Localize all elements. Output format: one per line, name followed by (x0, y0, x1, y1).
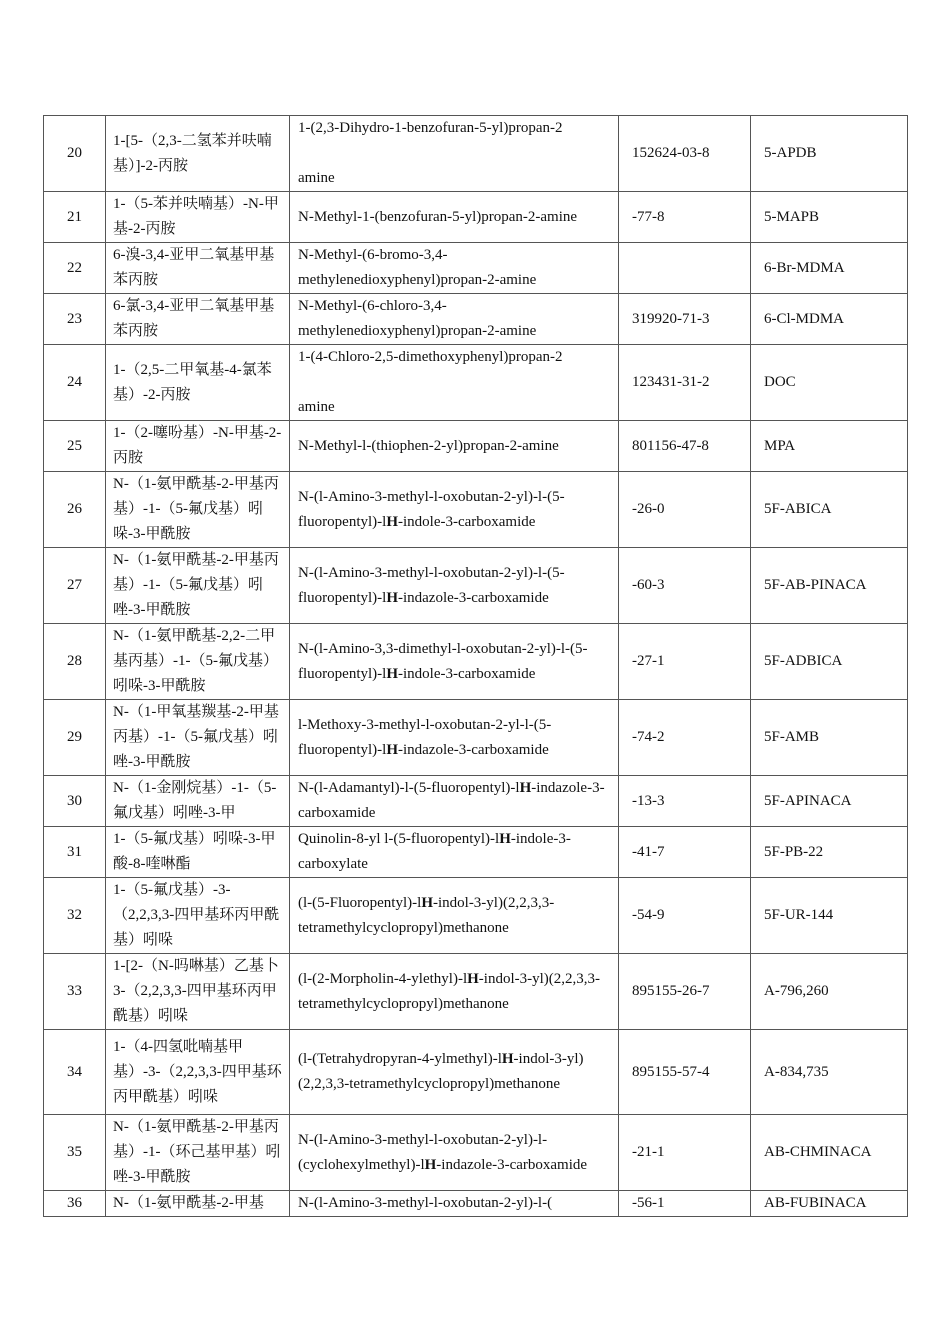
english-name-cell (290, 624, 619, 700)
table-row (44, 548, 908, 624)
english-name-segment: (l-(2-Morpholin-4-ylethyl)-l (298, 970, 468, 987)
table-row (44, 878, 908, 954)
row-number-cell: 27 (44, 548, 106, 624)
abbreviation-cell: MPA (751, 421, 908, 472)
chinese-name-cell: N-（1-氨甲酰基-2-甲基丙基）-1-（5-氟戊基）吲哚-3-甲酰胺 (106, 472, 290, 548)
table-row (44, 421, 908, 472)
english-name-cell (290, 827, 619, 878)
english-name-segment: -indole-3-carboxamide (397, 665, 536, 682)
english-name-segment: -indole-3-carboxamide (397, 513, 536, 530)
chinese-name-cell: 1-[5-（2,3-二氢苯并呋喃基）]-2-丙胺 (106, 116, 290, 192)
row-number-cell: 33 (44, 954, 106, 1030)
row-number-cell: 32 (44, 878, 106, 954)
chinese-name-cell: N-（1-氨甲酰基-2-甲基 (106, 1191, 290, 1217)
chinese-name-cell: 1-（5-氟戊基）-3-（2,2,3,3-四甲基环丙甲酰基）吲哚 (106, 878, 290, 954)
row-number-cell: 23 (44, 294, 106, 345)
chinese-name-cell: N-（1-氨甲酰基-2,2-二甲基丙基）-1-（5-氟戊基）吲哚-3-甲酰胺 (106, 624, 290, 700)
english-name-bold-segment: H (519, 780, 532, 796)
english-name-segment: 1-(2,3-Dihydro-1-benzofuran-5-yl)propan-2 (298, 120, 563, 136)
row-number-cell: 20 (44, 116, 106, 192)
english-name-bold-segment: H (386, 513, 398, 530)
abbreviation-cell: AB-CHMINACA (751, 1115, 908, 1191)
english-name-cell (290, 954, 619, 1030)
row-number-cell: 25 (44, 421, 106, 472)
cas-number-cell: 152624-03-8 (619, 116, 751, 192)
cas-number-cell: 801156-47-8 (619, 421, 751, 472)
cas-number-cell: -13-3 (619, 776, 751, 827)
english-name-bold-segment: H (467, 970, 479, 987)
english-name-bold-segment: H (386, 741, 398, 758)
cas-number-cell: -74-2 (619, 700, 751, 776)
cas-number-cell: -77-8 (619, 192, 751, 243)
english-name-segment: l-Methoxy-3-methyl-l-oxobutan-2-yl-l-(5-fluoropentyl)-l (298, 716, 552, 758)
row-number-cell: 22 (44, 243, 106, 294)
abbreviation-cell: 6-Br-MDMA (751, 243, 908, 294)
english-name-segment: N-(l-Amino-3-methyl-l-oxobutan-2-yl)-l-(5-fluoropentyl)-l (298, 564, 565, 606)
chinese-name-cell: 1-（2,5-二甲氧基-4-氯苯基）-2-丙胺 (106, 345, 290, 421)
row-number-cell: 28 (44, 624, 106, 700)
abbreviation-cell: 5F-APINACA (751, 776, 908, 827)
english-name-segment: -indazole-3-carboxamide (298, 780, 605, 821)
english-name-segment: -indol-3-yl)(2,2,3,3-tetramethylcyclopropyl)methanone (298, 1051, 584, 1092)
english-name-segment: N-(l-Amino-3,3-dimethyl-l-oxobutan-2-yl)-l-(5-fluoropentyl)-l (298, 640, 588, 682)
english-name-segment: 1-(4-Chloro-2,5-dimethoxyphenyl)propan-2 (298, 349, 563, 365)
table-row (44, 827, 908, 878)
row-number-cell: 36 (44, 1191, 106, 1217)
row-number-cell: 35 (44, 1115, 106, 1191)
chinese-name-cell: 6-溴-3,4-亚甲二氧基甲基苯丙胺 (106, 243, 290, 294)
abbreviation-cell: 5F-PB-22 (751, 827, 908, 878)
table-row (44, 776, 908, 827)
row-number-cell: 26 (44, 472, 106, 548)
chinese-name-cell: 1-（5-苯并呋喃基）-N-甲基-2-丙胺 (106, 192, 290, 243)
cas-number-cell: -56-1 (619, 1191, 751, 1217)
english-name-segment: -indol-3-yl)(2,2,3,3-tetramethylcyclopropyl)methanone (298, 970, 601, 1012)
row-number-cell: 34 (44, 1030, 106, 1115)
row-number-cell: 21 (44, 192, 106, 243)
chinese-name-cell: 1-[2-（N-吗啉基）乙基卜3-（2,2,3,3-四甲基环丙甲酰基）吲哚 (106, 954, 290, 1030)
line-gap (298, 141, 612, 166)
abbreviation-cell: AB-FUBINACA (751, 1191, 908, 1217)
english-name-segment: N-(l-Amino-3-methyl-l-oxobutan-2-yl)-l-(5-fluoropentyl)-l (298, 488, 565, 530)
abbreviation-cell: 5F-UR-144 (751, 878, 908, 954)
table-row (44, 294, 908, 345)
cas-number-cell: -27-1 (619, 624, 751, 700)
table-body (44, 116, 908, 1217)
cas-number-cell: -26-0 (619, 472, 751, 548)
cas-number-cell: -60-3 (619, 548, 751, 624)
cas-number-cell: 895155-57-4 (619, 1030, 751, 1115)
table-row (44, 116, 908, 192)
cas-number-cell (619, 243, 751, 294)
english-name-segment: amine (298, 399, 335, 415)
english-name-cell (290, 878, 619, 954)
english-name-segment: -indazole-3-carboxamide (397, 589, 549, 606)
table-row (44, 954, 908, 1030)
table-row (44, 243, 908, 294)
abbreviation-cell: 5-MAPB (751, 192, 908, 243)
english-name-bold-segment: H (424, 1156, 437, 1173)
english-name-segment: N-(l-Amino-3-methyl-l-oxobutan-2-yl)-l-(cyclohexylmethyl)-l (298, 1131, 548, 1173)
table-row (44, 472, 908, 548)
english-name-segment: N-(l-Amino-3-methyl-l-oxobutan-2-yl)-l-( (298, 1195, 553, 1211)
english-name-bold-segment: H (421, 894, 433, 911)
english-name-cell (290, 548, 619, 624)
english-name-segment: -indazole-3-carboxamide (436, 1156, 588, 1173)
line-gap (298, 370, 612, 395)
cas-number-cell: 319920-71-3 (619, 294, 751, 345)
table-row (44, 1030, 908, 1115)
english-name-cell (290, 1115, 619, 1191)
cas-number-cell: 895155-26-7 (619, 954, 751, 1030)
abbreviation-cell: DOC (751, 345, 908, 421)
chinese-name-cell: N-（1-金刚烷基）-1-（5-氟戊基）吲唑-3-甲 (106, 776, 290, 827)
english-name-segment: amine (298, 170, 335, 186)
chinese-name-cell: 1-（5-氟戊基）吲哚-3-甲酸-8-喹啉酯 (106, 827, 290, 878)
table-row (44, 1115, 908, 1191)
abbreviation-cell: 5-APDB (751, 116, 908, 192)
english-name-cell (290, 345, 619, 421)
english-name-segment: N-(l-Adamantyl)-l-(5-fluoropentyl)-l (298, 780, 520, 796)
abbreviation-cell: 5F-ADBICA (751, 624, 908, 700)
table-row (44, 345, 908, 421)
table-row (44, 1191, 908, 1217)
chinese-name-cell: 6-氯-3,4-亚甲二氧基甲基苯丙胺 (106, 294, 290, 345)
table-row (44, 624, 908, 700)
cas-number-cell: -21-1 (619, 1115, 751, 1191)
english-name-cell (290, 1191, 619, 1217)
abbreviation-cell: 5F-AMB (751, 700, 908, 776)
english-name-bold-segment: H (501, 1051, 514, 1067)
english-name-segment: -indol-3-yl)(2,2,3,3-tetramethylcyclopropyl)methanone (298, 894, 555, 936)
english-name-cell (290, 1030, 619, 1115)
substance-table (43, 115, 908, 1217)
abbreviation-cell: 5F-ABICA (751, 472, 908, 548)
english-name-cell (290, 192, 619, 243)
row-number-cell: 29 (44, 700, 106, 776)
chinese-name-cell: 1-（4-四氢吡喃基甲基）-3-（2,2,3,3-四甲基环丙甲酰基）吲哚 (106, 1030, 290, 1115)
row-number-cell: 24 (44, 345, 106, 421)
abbreviation-cell: 5F-AB-PINACA (751, 548, 908, 624)
english-name-bold-segment: H (499, 831, 511, 847)
english-name-segment: N-Methyl-1-(benzofuran-5-yl)propan-2-amine (298, 208, 578, 225)
cas-number-cell: -41-7 (619, 827, 751, 878)
chinese-name-cell: N-（1-氨甲酰基-2-甲基丙基）-1-（环己基甲基）吲唑-3-甲酰胺 (106, 1115, 290, 1191)
abbreviation-cell: A-834,735 (751, 1030, 908, 1115)
table-row (44, 700, 908, 776)
table-row (44, 192, 908, 243)
english-name-segment: (l-(Tetrahydropyran-4-ylmethyl)-l (298, 1051, 502, 1067)
row-number-cell: 31 (44, 827, 106, 878)
english-name-segment: -indole-3-carboxylate (298, 831, 571, 872)
chinese-name-cell: N-（1-氨甲酰基-2-甲基丙基）-1-（5-氟戊基）吲唑-3-甲酰胺 (106, 548, 290, 624)
row-number-cell: 30 (44, 776, 106, 827)
english-name-segment: (l-(5-Fluoropentyl)-l (298, 894, 422, 911)
english-name-cell (290, 116, 619, 192)
english-name-bold-segment: H (386, 665, 398, 682)
english-name-segment: N-Methyl-l-(thiophen-2-yl)propan-2-amine (298, 437, 559, 454)
chinese-name-cell: N-（1-甲氧基羰基-2-甲基丙基）-1-（5-氟戊基）吲唑-3-甲酰胺 (106, 700, 290, 776)
english-name-bold-segment: H (386, 589, 398, 606)
english-name-segment: N-Methyl-(6-bromo-3,4-methylenedioxyphenyl)propan-2-amine (298, 247, 537, 288)
abbreviation-cell: 6-Cl-MDMA (751, 294, 908, 345)
english-name-segment: -indazole-3-carboxamide (397, 741, 549, 758)
english-name-cell (290, 472, 619, 548)
english-name-cell (290, 294, 619, 345)
abbreviation-cell: A-796,260 (751, 954, 908, 1030)
cas-number-cell: 123431-31-2 (619, 345, 751, 421)
english-name-segment: N-Methyl-(6-chloro-3,4-methylenedioxyphenyl)propan-2-amine (298, 298, 537, 339)
cas-number-cell: -54-9 (619, 878, 751, 954)
english-name-cell (290, 776, 619, 827)
english-name-segment: Quinolin-8-yl l-(5-fluoropentyl)-l (298, 831, 500, 847)
english-name-cell (290, 421, 619, 472)
chinese-name-cell: 1-（2-噻吩基）-N-甲基-2-丙胺 (106, 421, 290, 472)
english-name-cell (290, 243, 619, 294)
english-name-cell (290, 700, 619, 776)
